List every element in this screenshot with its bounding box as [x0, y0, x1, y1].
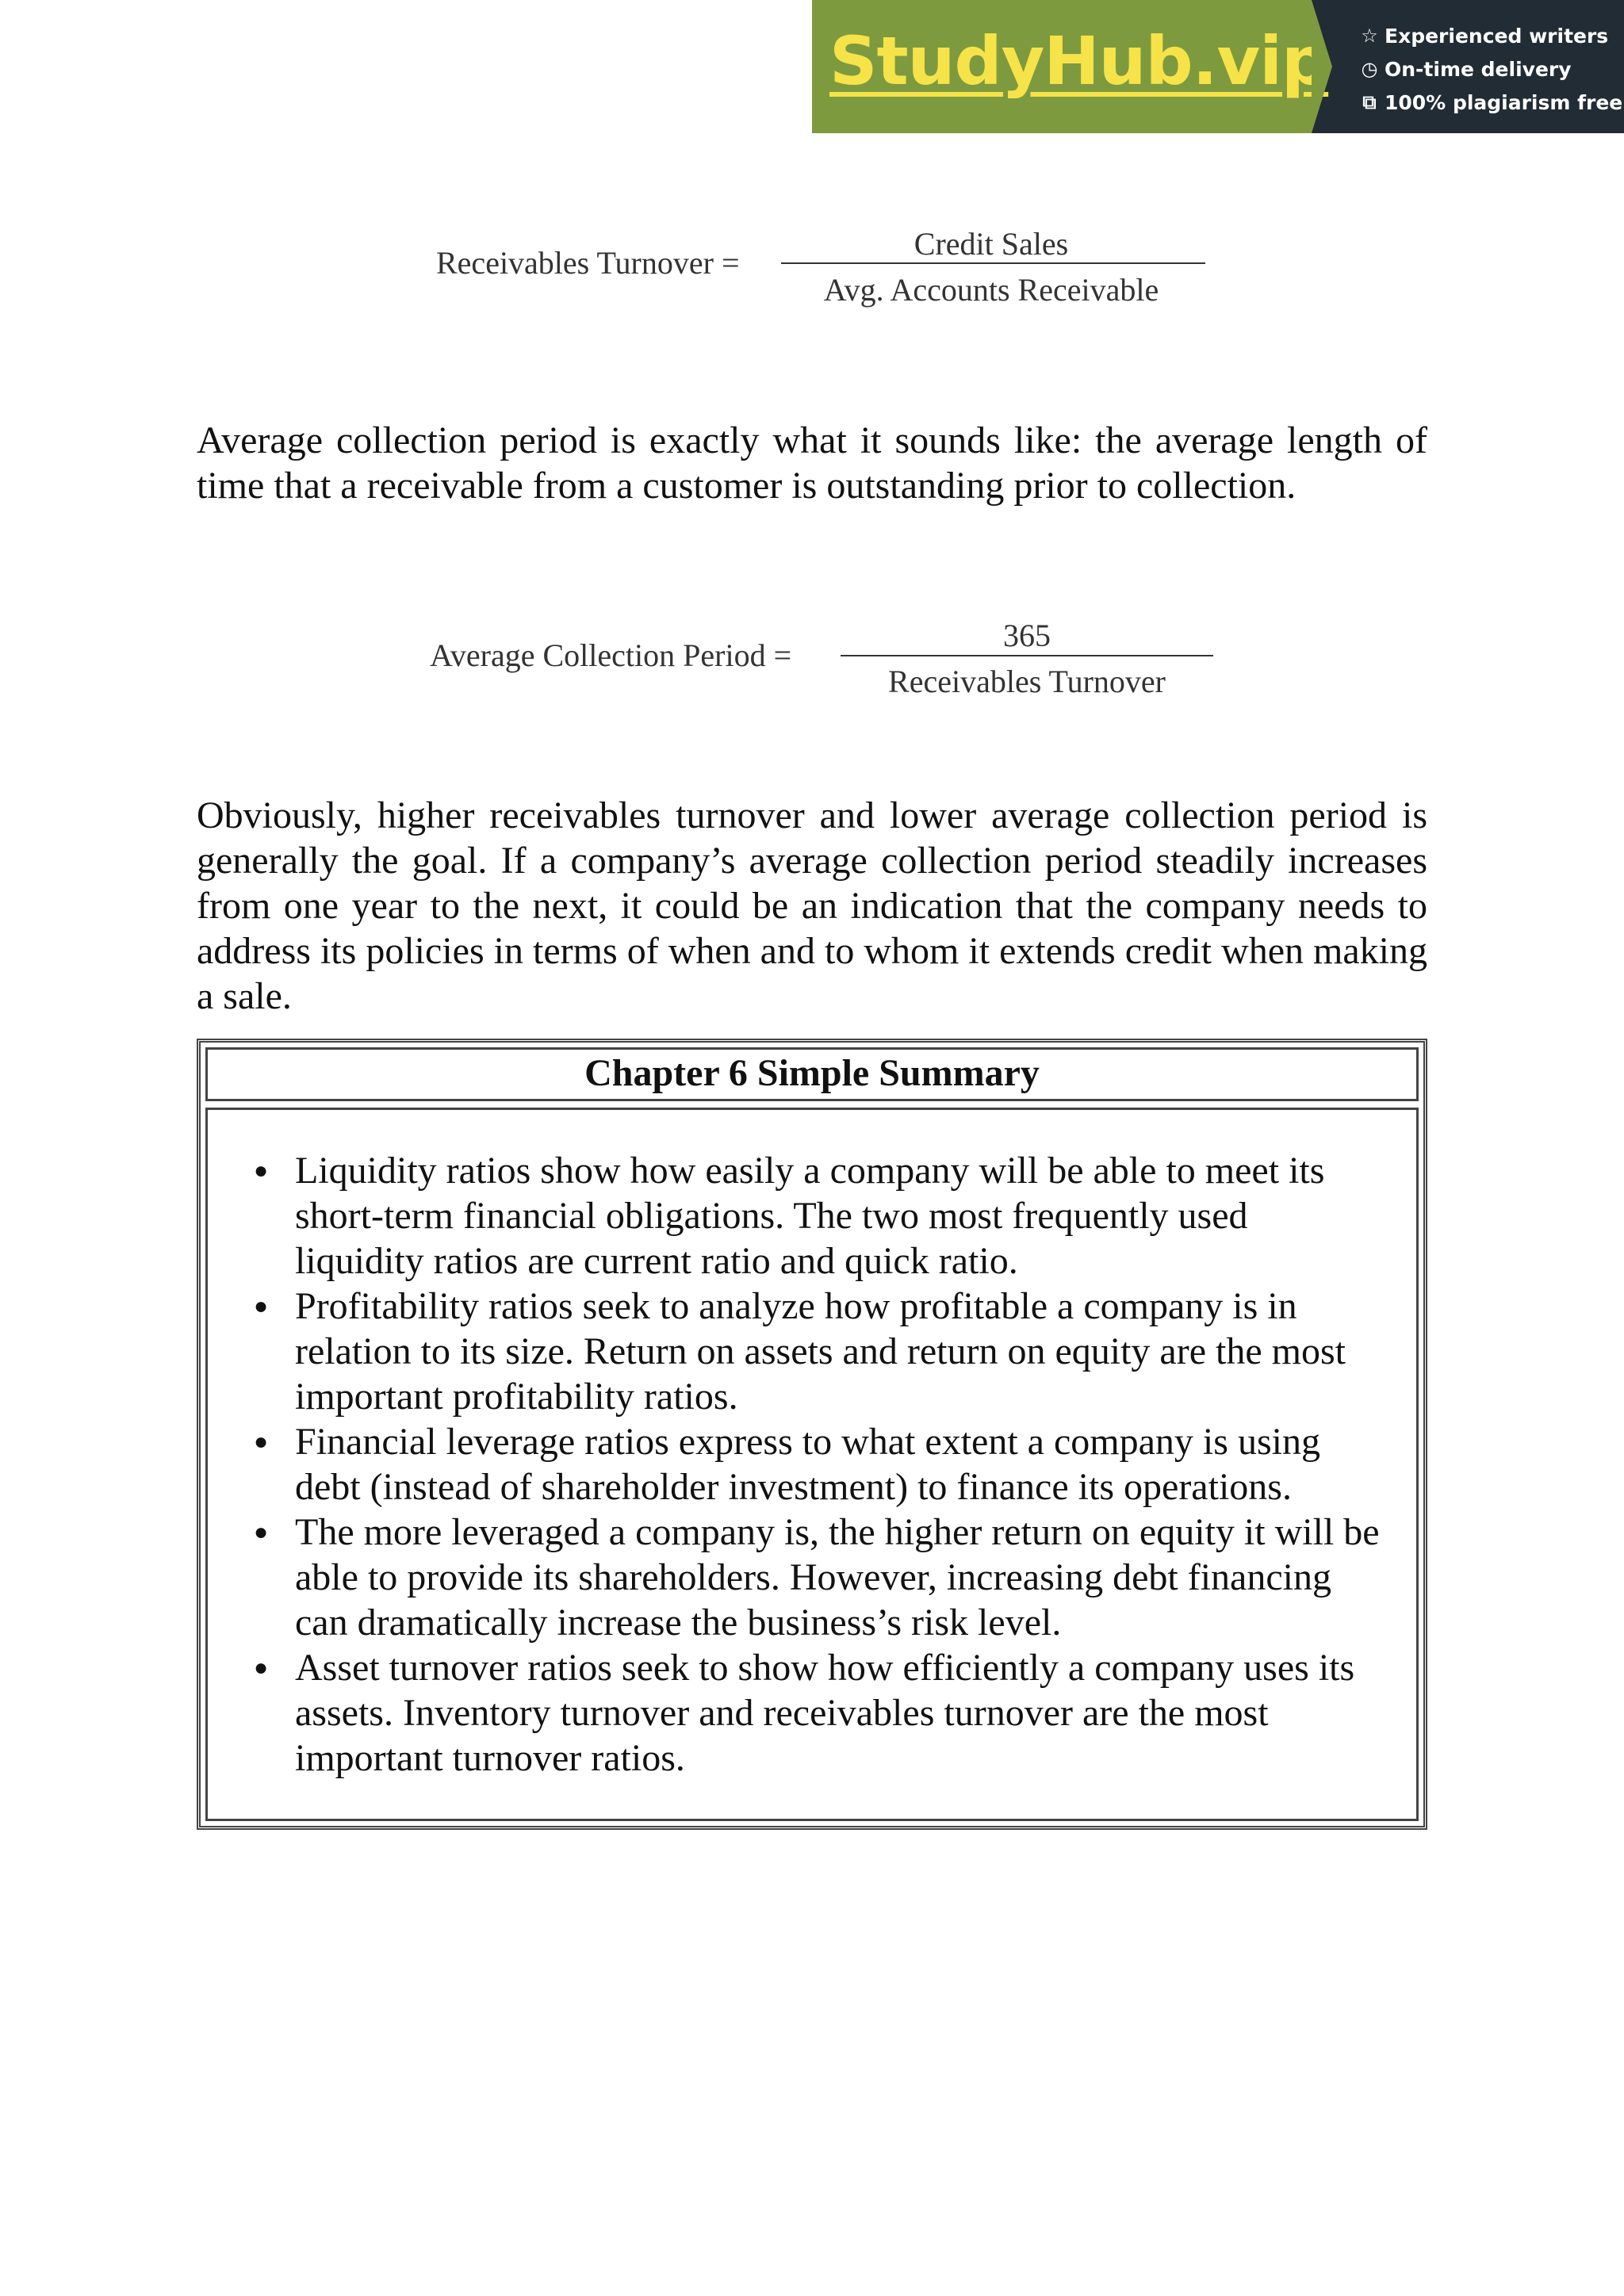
list-item: ● Profitability ratios seek to analyze how profitable a company is in relation to its size. Return on assets and return on equity are the most important profitability ratios. — [251, 1284, 1385, 1419]
list-item: ● Asset turnover ratios seek to show how efficiently a company uses its assets. Inventory turnover and receivables turnover are the most important turnover ratios. — [251, 1645, 1385, 1781]
list-item: ● The more leveraged a company is, the higher return on equity it will be able to provide its shareholders. However, increasing debt financing can dramatically increase the business’s risk level. — [251, 1510, 1385, 1645]
formula-numerator: 365 — [1003, 618, 1051, 653]
summary-bullet-list — [251, 1148, 1385, 1781]
average-collection-period-formula — [0, 0, 1624, 729]
fraction-bar — [841, 655, 1213, 656]
formula-denominator: Receivables Turnover — [888, 664, 1166, 699]
feature-text: Experienced writers — [1385, 24, 1609, 48]
clock-icon: ◷ — [1361, 58, 1378, 80]
formula-denominator: Avg. Accounts Receivable — [823, 272, 1159, 308]
formula-numerator: Credit Sales — [914, 226, 1069, 262]
feature-text: On-time delivery — [1385, 57, 1572, 81]
feature-text: 100% plagiarism free — [1385, 90, 1623, 114]
logo-text: StudyHub.vip — [829, 22, 1329, 100]
banner-arrow — [1312, 0, 1332, 133]
formula-label: Receivables Turnover = — [436, 245, 740, 281]
paragraph-goal: Obviously, higher receivables turnover and lower average collection period is generally the goal. If a company’s average collection period steadily increases from one year to the next, it could be an indication that the company needs to address its policies in terms of when and to whom it extends credit when making a sale. — [197, 794, 1427, 1017]
star-icon: ☆ — [1361, 25, 1378, 47]
chapter-summary-box — [197, 1039, 1427, 1830]
paragraph-collection-period: Average collection period is exactly what it sounds like: the average length of time that a receivable from a customer is outstanding prior to collection. — [197, 419, 1427, 507]
formula-label: Average Collection Period = — [430, 637, 792, 673]
summary-title: Chapter 6 Simple Summary — [205, 1047, 1419, 1101]
list-item: ● Liquidity ratios show how easily a company will be able to meet its short-term financial obligations. The two most frequently used liquidity ratios are current ratio and quick ratio. — [251, 1148, 1385, 1284]
summary-body — [205, 1108, 1419, 1821]
list-item: ● Financial leverage ratios express to what extent a company is using debt (instead of shareholder investment) to finance its operations. — [251, 1419, 1385, 1510]
copy-icon: ⧉ — [1362, 91, 1377, 113]
